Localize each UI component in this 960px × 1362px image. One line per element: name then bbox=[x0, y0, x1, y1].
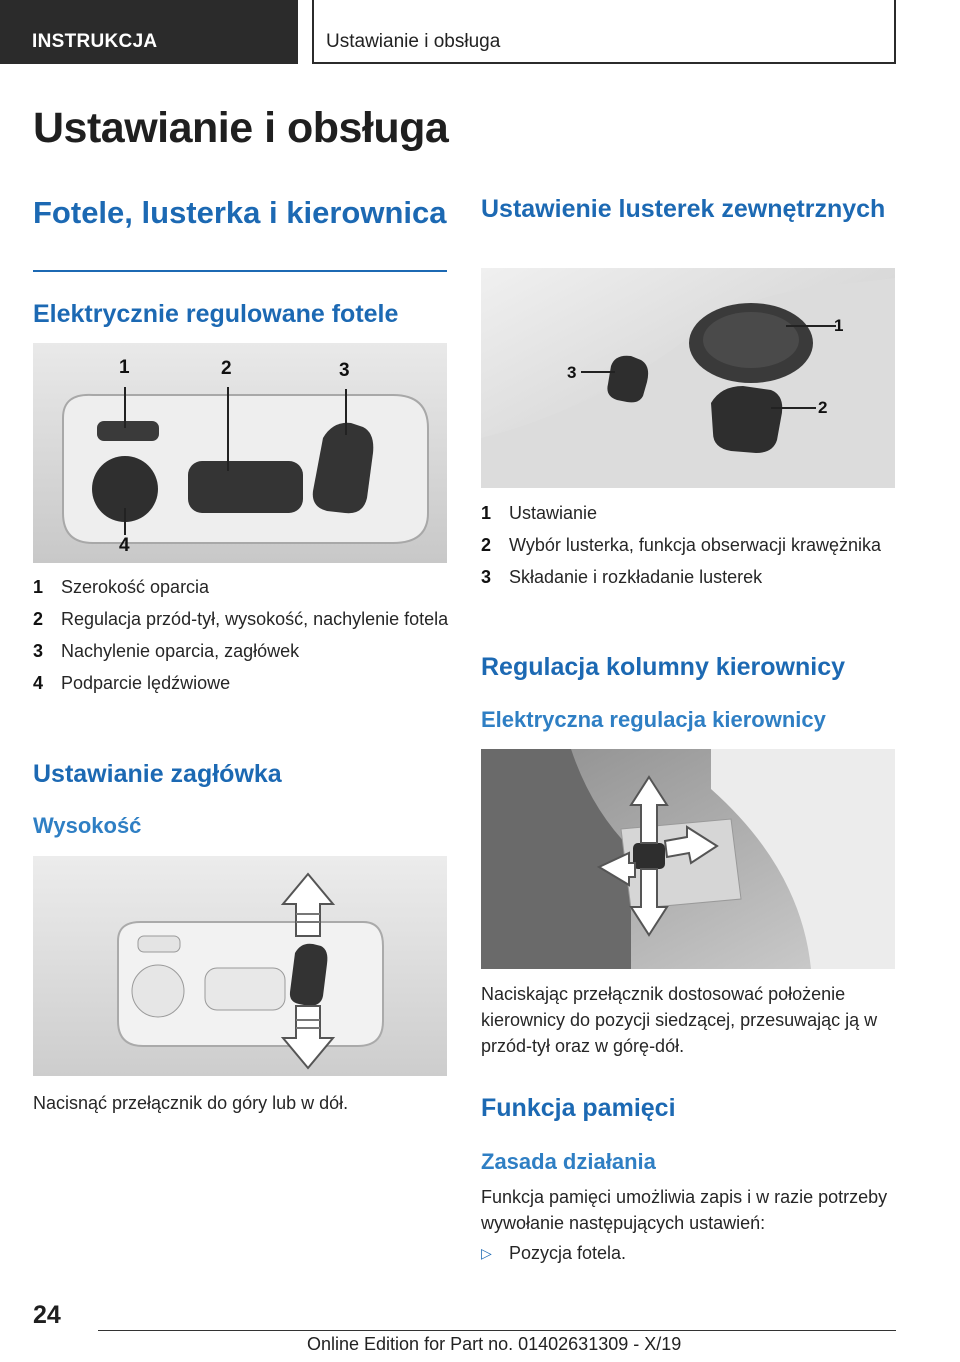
header-chapter-label: Ustawianie i obsługa bbox=[326, 31, 501, 52]
memory-bullet-item bbox=[481, 1240, 895, 1266]
section-heading-seats-mirrors: Fotele, lusterka i kierownica bbox=[33, 195, 447, 230]
heading-electric-steering: Elektryczna regulacja kierownicy bbox=[481, 707, 826, 732]
headrest-switch-figure bbox=[33, 856, 447, 1076]
legend-number: 3 bbox=[481, 567, 492, 587]
legend-number: 1 bbox=[33, 577, 44, 597]
heading-steering-column: Regulacja kolumny kierownicy bbox=[481, 653, 846, 681]
heading-electric-seats: Elektrycznie regulowane fotele bbox=[33, 300, 399, 328]
legend-number: 3 bbox=[33, 641, 44, 661]
legend-text: Ustawianie bbox=[509, 503, 598, 523]
legend-item bbox=[33, 670, 453, 696]
heading-exterior-mirrors: Ustawienie lusterek zewnętrznych bbox=[481, 195, 886, 223]
legend-text: Nachylenie oparcia, zagłówek bbox=[61, 641, 300, 661]
section-heading-rule bbox=[33, 270, 447, 272]
mirror-legend bbox=[481, 500, 901, 596]
seat-callout-4: 4 bbox=[119, 535, 130, 556]
legend-text: Podparcie lędźwiowe bbox=[61, 673, 231, 693]
seat-callout-1: 1 bbox=[119, 357, 130, 378]
page-number: 24 bbox=[33, 1301, 61, 1329]
mirror-callout-1: 1 bbox=[834, 316, 844, 335]
legend-number: 2 bbox=[481, 535, 492, 555]
mirror-callout-3: 3 bbox=[567, 363, 577, 382]
legend-number: 2 bbox=[33, 609, 44, 629]
legend-text: Regulacja przód-tył, wysokość, nachylenie fotela bbox=[61, 609, 449, 629]
mirror-callout-2: 2 bbox=[818, 398, 828, 417]
legend-item bbox=[481, 532, 901, 558]
memory-description: Funkcja pamięci umożliwia zapis i w razie potrzeby wywołanie następujących ustawień: bbox=[481, 1187, 888, 1233]
legend-item bbox=[481, 500, 901, 526]
mirror-controls-figure bbox=[481, 268, 895, 488]
legend-item bbox=[33, 638, 453, 664]
seat-callout-2: 2 bbox=[221, 358, 232, 379]
triangle-bullet-icon: ▷ bbox=[481, 1245, 492, 1261]
footer-rule bbox=[98, 1330, 896, 1331]
seat-callout-3: 3 bbox=[339, 360, 350, 381]
heading-principle: Zasada działania bbox=[481, 1149, 656, 1174]
bullet-text: Pozycja fotela. bbox=[509, 1243, 627, 1263]
steering-switch-figure bbox=[481, 749, 895, 969]
footer-edition: Online Edition for Part no. 01402631309 - X/19 bbox=[307, 1334, 682, 1354]
heading-memory-function: Funkcja pamięci bbox=[481, 1094, 676, 1122]
headrest-instruction: Nacisnąć przełącznik do góry lub w dół. bbox=[33, 1093, 349, 1113]
legend-item bbox=[481, 564, 901, 590]
legend-number: 1 bbox=[481, 503, 492, 523]
seat-controls-figure bbox=[33, 343, 447, 563]
legend-item bbox=[33, 606, 453, 632]
seat-legend bbox=[33, 574, 453, 702]
header-section-label: INSTRUKCJA bbox=[32, 31, 158, 52]
heading-height: Wysokość bbox=[33, 813, 142, 838]
steering-instruction: Naciskając przełącznik dostosować położenie kierownicy do pozycji siedzącej, przesuwając ją w przód-tył oraz w górę-dół. bbox=[481, 984, 878, 1056]
legend-item bbox=[33, 574, 453, 600]
header-chapter-tab bbox=[312, 0, 896, 64]
heading-headrest: Ustawianie zagłówka bbox=[33, 760, 282, 788]
legend-text: Szerokość oparcia bbox=[61, 577, 210, 597]
legend-text: Składanie i rozkładanie lusterek bbox=[509, 567, 763, 587]
page-title: Ustawianie i obsługa bbox=[33, 104, 449, 152]
header-section-tab bbox=[0, 0, 298, 64]
legend-number: 4 bbox=[33, 673, 44, 693]
legend-text: Wybór lusterka, funkcja obserwacji krawężnika bbox=[509, 535, 881, 555]
